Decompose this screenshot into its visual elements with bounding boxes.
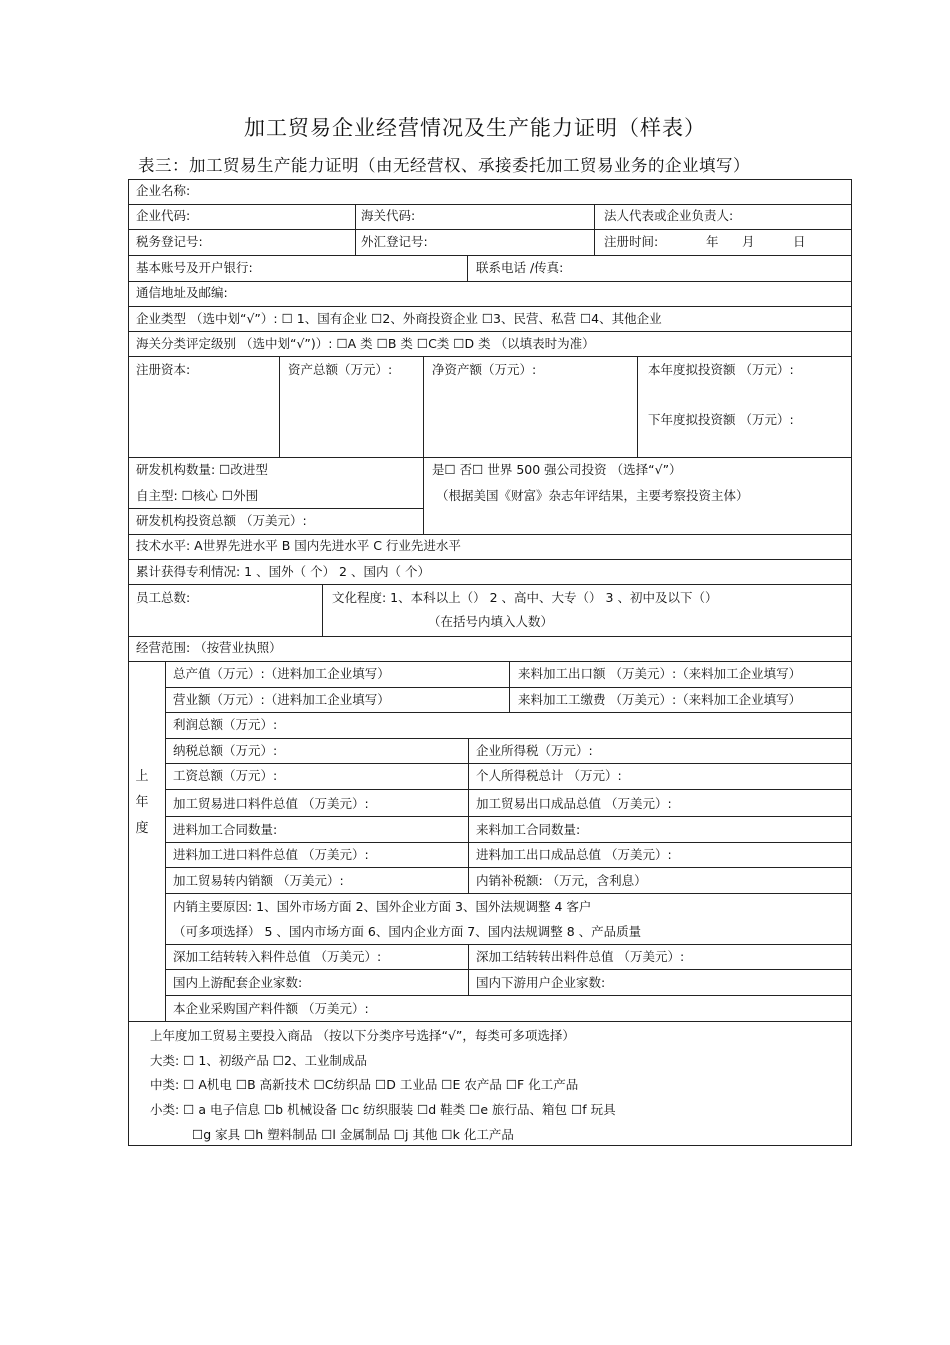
row-divider — [128, 306, 852, 307]
goods-minor-2: ☐g 家具 ☐h 塑料制品 ☐l 金属制品 ☐j 其他 ☐k 化工产品 — [192, 1127, 514, 1142]
education-label: 文化程度: 1、本科以上（） 2 、高中、大专（） 3 、初中及以下（） — [332, 590, 718, 605]
goods-minor-1: 小类: ☐ a 电子信息 ☐b 机械设备 ☐c 纺织服装 ☐d 鞋类 ☐e 旅行品、箱包 ☐f 玩具 — [150, 1102, 616, 1117]
row-divider — [165, 789, 852, 790]
domestic-sales-label: 加工贸易转内销额 （万美元）: — [173, 873, 344, 888]
registered-capital-label: 注册资本: — [136, 362, 191, 377]
tax-supplement-label: 内销补税额: （万元，含利息） — [476, 873, 647, 888]
row-divider — [128, 204, 852, 205]
goods-major: 大类: ☐ 1、初级产品 ☐2、工业制成品 — [150, 1053, 367, 1068]
col-divider — [509, 661, 510, 712]
last-year-label: 上 年 度 — [135, 769, 149, 836]
forex-reg-label: 外汇登记号: — [361, 234, 428, 249]
education-note: （在括号内填入人数） — [428, 614, 554, 629]
import-processing-export-label: 进料加工出口成品总值 （万美元）: — [476, 847, 672, 862]
row-divider — [165, 712, 852, 713]
processing-fee-label: 来料加工工缴费 （万美元）:（来料加工企业填写） — [518, 692, 802, 707]
export-total-label: 加工贸易出口成品总值 （万美元）: — [476, 796, 672, 811]
row-divider — [165, 763, 852, 764]
business-scope-row: 经营范围: （按营业执照） — [136, 640, 282, 655]
row-divider — [128, 636, 852, 637]
row-divider — [128, 255, 852, 256]
revenue-label: 营业额（万元）:（进料加工企业填写） — [173, 692, 390, 707]
row-divider — [165, 738, 852, 739]
company-name-label: 企业名称: — [136, 183, 191, 198]
deep-in-label: 深加工结转转入料件总值 （万美元）: — [173, 949, 382, 964]
reasons-line-1: 内销主要原因: 1、国外市场方面 2、国外企业方面 3、国外法规调整 4 客户 — [173, 899, 592, 914]
row-divider — [128, 559, 852, 560]
tax-total-label: 纳税总额（万元）: — [173, 743, 278, 758]
wages-label: 工资总额（万元）: — [173, 768, 278, 783]
row-divider — [128, 508, 424, 509]
downstream-label: 国内下游用户企业家数: — [476, 975, 606, 990]
reasons-line-2: （可多项选择） 5 、国内市场方面 6、国内企业方面 7、国内法规调整 8 、产品质量 — [173, 924, 642, 939]
col-divider — [279, 356, 280, 457]
rnd-investment-label: 研发机构投资总额 （万美元）: — [136, 513, 307, 528]
invest-next-year-label: 下年度拟投资额 （万元）: — [648, 412, 794, 427]
profit-label: 利润总额（万元）: — [173, 717, 278, 732]
reg-year-label: 年 — [706, 234, 719, 249]
goods-header: 上年度加工贸易主要投入商品 （按以下分类序号选择“√”，每类可多项选择） — [150, 1028, 575, 1043]
fortune500-note: （根据美国《财富》杂志年评结果，主要考察投资主体） — [436, 488, 749, 503]
col-divider — [468, 738, 469, 893]
row-divider — [165, 969, 852, 970]
export-value-label: 来料加工出口额 （万美元）:（来料加工企业填写） — [518, 666, 802, 681]
personal-tax-label: 个人所得税总计 （万元）: — [476, 768, 622, 783]
goods-medium: 中类: ☐ A机电 ☐B 高新技术 ☐C纺织品 ☐D 工业品 ☐E 农产品 ☐F 化工产品 — [150, 1077, 579, 1092]
output-value-label: 总产值（万元）:（进料加工企业填写） — [173, 666, 390, 681]
row-divider — [128, 1021, 852, 1022]
company-code-label: 企业代码: — [136, 208, 191, 223]
corp-income-tax-label: 企业所得税（万元）: — [476, 743, 593, 758]
row-divider — [128, 534, 852, 535]
row-divider — [128, 331, 852, 332]
col-divider — [165, 661, 166, 1021]
row-divider — [165, 893, 852, 894]
row-divider — [128, 661, 852, 662]
col-divider — [468, 944, 469, 995]
import-processing-import-label: 进料加工进口料件总值 （万美元）: — [173, 847, 369, 862]
bank-label: 基本账号及开户银行: — [136, 260, 253, 275]
reg-time-label: 注册时间: — [604, 234, 659, 249]
total-assets-label: 资产总额（万元）: — [288, 362, 393, 377]
import-total-label: 加工贸易进口料件总值 （万美元）: — [173, 796, 369, 811]
row-divider — [128, 356, 852, 357]
col-divider — [594, 204, 595, 255]
customs-code-label: 海关代码: — [361, 208, 416, 223]
row-divider — [165, 842, 852, 843]
col-divider — [637, 356, 638, 457]
legal-rep-label: 法人代表或企业负责人: — [604, 208, 734, 223]
row-divider — [128, 281, 852, 282]
row-divider — [165, 816, 852, 817]
col-divider — [355, 204, 356, 255]
reg-month-label: 月 — [742, 234, 755, 249]
row-divider — [128, 457, 852, 458]
upstream-label: 国内上游配套企业家数: — [173, 975, 303, 990]
col-divider — [423, 356, 424, 534]
domestic-purchase-label: 本企业采购国产料件额 （万美元）: — [173, 1001, 369, 1016]
row-divider — [128, 584, 852, 585]
invest-this-year-label: 本年度拟投资额 （万元）: — [648, 362, 794, 377]
rnd-type-label: 自主型: ☐核心 ☐外围 — [136, 488, 259, 503]
net-assets-label: 净资产额（万元）: — [432, 362, 537, 377]
row-divider — [128, 229, 852, 230]
tax-reg-label: 税务登记号: — [136, 234, 203, 249]
row-divider — [165, 995, 852, 996]
staff-total-label: 员工总数: — [136, 590, 191, 605]
tech-level-row: 技术水平: A世界先进水平 B 国内先进水平 C 行业先进水平 — [136, 538, 461, 553]
address-label: 通信地址及邮编: — [136, 285, 228, 300]
document-title: 加工贸易企业经营情况及生产能力证明（样表） — [244, 116, 706, 140]
table-subtitle: 表三：加工贸易生产能力证明（由无经营权、承接委托加工贸易业务的企业填写） — [138, 156, 750, 175]
deep-out-label: 深加工结转转出料件总值 （万美元）: — [476, 949, 685, 964]
col-divider — [467, 255, 468, 281]
phone-label: 联系电话 /传真: — [476, 260, 564, 275]
reg-day-label: 日 — [793, 234, 806, 249]
col-divider — [322, 584, 323, 636]
row-divider — [165, 867, 852, 868]
fortune500-label: 是☐ 否☐ 世界 500 强公司投资 （选择“√”） — [432, 462, 682, 477]
rnd-count-label: 研发机构数量: ☐改进型 — [136, 462, 268, 477]
row-divider — [165, 944, 852, 945]
customs-class-row: 海关分类评定级别 （选中划“√”)）: ☐A 类 ☐B 类 ☐C类 ☐D 类 （以填表时为准） — [136, 336, 595, 351]
import-contracts-label: 进料加工合同数量: — [173, 822, 278, 837]
enterprise-type-row: 企业类型 （选中划“√”）: ☐ 1、国有企业 ☐2、外商投资企业 ☐3、民营、私营 ☐4、其他企业 — [136, 311, 662, 326]
patents-row: 累计获得专利情况: 1 、国外（ 个） 2 、国内（ 个） — [136, 564, 430, 579]
supplied-contracts-label: 来料加工合同数量: — [476, 822, 581, 837]
